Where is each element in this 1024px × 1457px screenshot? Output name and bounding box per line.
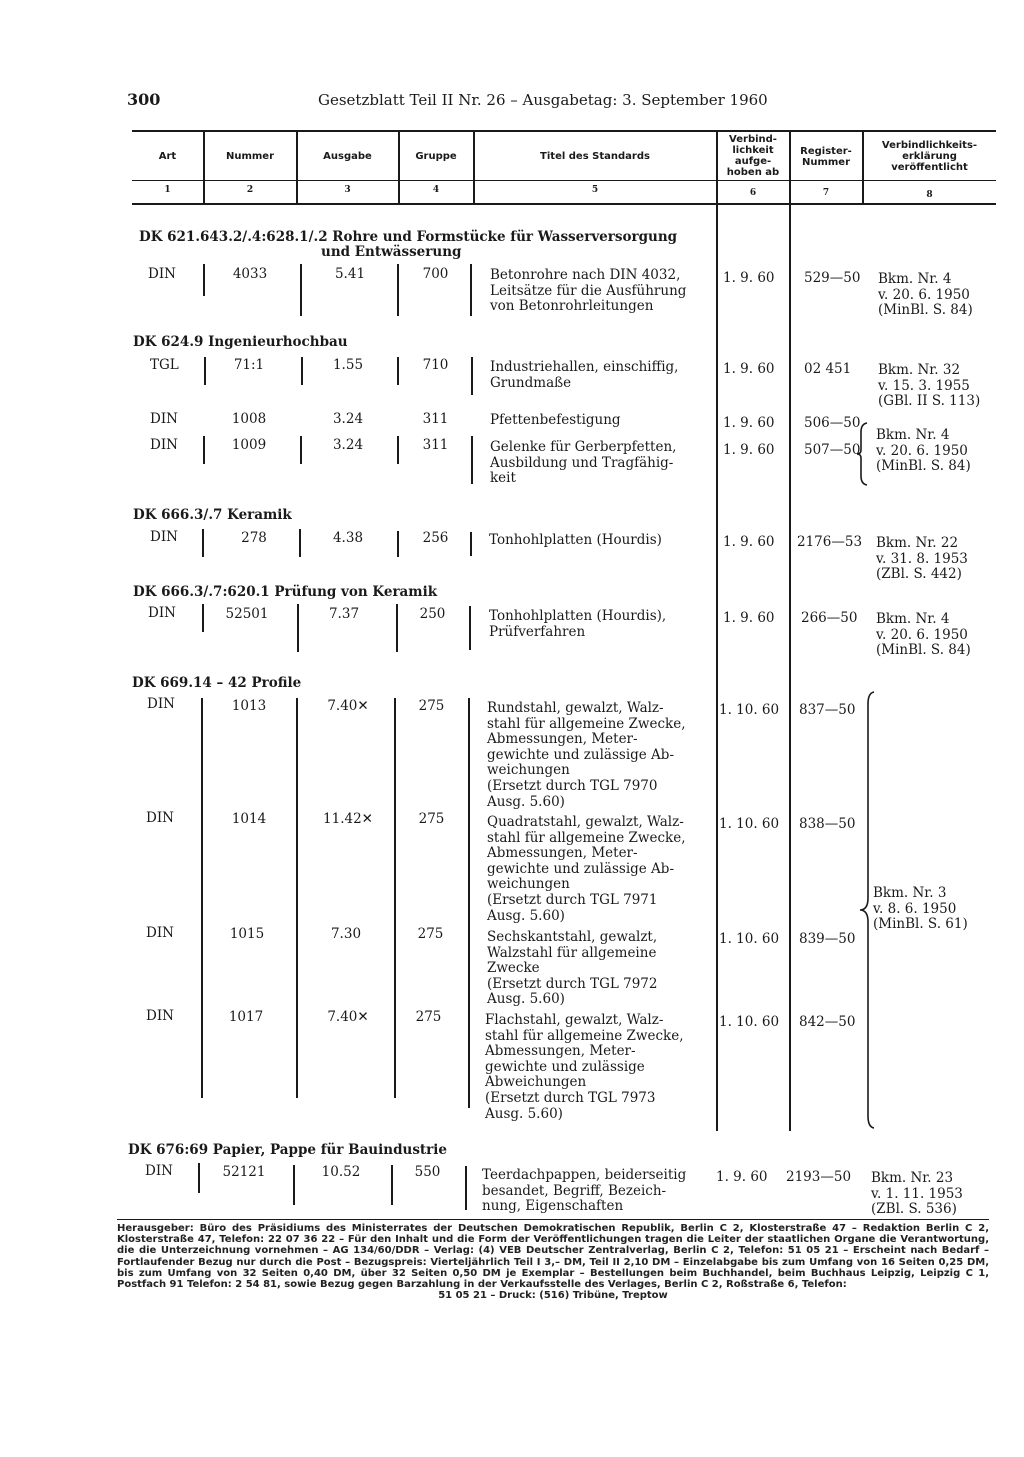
- cell-register: 266—50: [801, 610, 858, 626]
- col-header-ausgabe: Ausgabe: [323, 151, 372, 162]
- column-rule: [468, 698, 470, 1108]
- col-header-register: Register- Nummer: [800, 146, 852, 168]
- col-number: 5: [591, 185, 599, 195]
- cell-art: DIN: [148, 266, 176, 282]
- cell-gruppe: 550: [414, 1164, 441, 1180]
- col-header-gruppe: Gruppe: [415, 151, 457, 162]
- section-heading: DK 624.9 Ingenieurhochbau: [133, 334, 348, 350]
- cell-gruppe: 275: [417, 926, 444, 942]
- col-header-aufgehoben: Verbind- lichkeit aufge- hoben ab: [726, 134, 780, 178]
- cell-register: 838—50: [799, 816, 856, 832]
- imprint: [117, 1223, 989, 1301]
- col-number: 6: [749, 188, 757, 198]
- col-number: 3: [344, 185, 351, 195]
- col-header-veroeffentlicht: Verbindlichkeits- erklärung veröffentlicht: [881, 140, 978, 173]
- cell-titel: Tonhohlplatten (Hourdis): [489, 532, 662, 548]
- cell-art: DIN: [145, 1163, 173, 1179]
- col-number: 8: [926, 190, 933, 200]
- cell-aufgehoben: 1. 10. 60: [719, 702, 780, 718]
- cell-ausgabe: 1.55: [332, 357, 364, 373]
- col-sep-long: [716, 131, 718, 1131]
- cell-nummer: 278: [241, 530, 267, 546]
- cell-art: DIN: [146, 1008, 174, 1024]
- cell-nummer: 1009: [231, 437, 267, 453]
- section-heading: DK 666.3/.7:620.1 Prüfung von Keramik: [133, 584, 438, 600]
- table-header-bottom-rule: [132, 203, 996, 205]
- cell-art: DIN: [150, 529, 178, 545]
- cell-gruppe: 700: [422, 266, 449, 282]
- cell-register: 2193—50: [786, 1169, 852, 1185]
- cell-nummer: 1017: [228, 1009, 264, 1025]
- table-header-rule: [132, 180, 996, 181]
- cell-titel: Tonhohlplatten (Hourdis), Prüfverfahren: [489, 608, 667, 640]
- cell-titel: Industriehallen, einschiffig, Grundmaße: [490, 359, 679, 391]
- row-separator: [297, 604, 299, 652]
- row-separator: [471, 436, 473, 484]
- col-sep-long: [789, 131, 791, 1131]
- cell-register: 529—50: [804, 270, 861, 286]
- row-separator: [198, 1163, 200, 1193]
- cell-nummer: 1015: [229, 926, 265, 942]
- row-separator: [396, 604, 398, 652]
- section-heading: DK 666.3/.7 Keramik: [133, 507, 292, 523]
- row-separator: [203, 264, 205, 296]
- cell-art: DIN: [150, 437, 178, 453]
- cell-ausgabe: 5.41: [334, 266, 366, 282]
- section-heading: DK 621.643.2/.4:628.1/.2 Rohre und Formstücke für Wasserversorgung: [139, 229, 678, 245]
- table-top-rule: [132, 130, 996, 132]
- section-heading: DK 669.14 – 42 Profile: [132, 675, 302, 691]
- cell-art: DIN: [146, 810, 174, 826]
- cell-ausgabe: 3.24: [332, 411, 364, 427]
- cell-gruppe: 275: [415, 1009, 442, 1025]
- cell-register: 506—50: [804, 415, 861, 431]
- cell-ausgabe: 7.40✕: [327, 1009, 369, 1025]
- cell-aufgehoben: 1. 10. 60: [719, 1014, 780, 1030]
- cell-nummer: 1014: [231, 811, 267, 827]
- column-rule: [201, 698, 203, 1098]
- cell-aufgehoben: 1. 9. 60: [723, 270, 775, 286]
- cell-aufgehoben: 1. 9. 60: [723, 361, 775, 377]
- row-separator: [397, 357, 399, 385]
- cell-ausgabe: 7.40✕: [327, 698, 369, 714]
- cell-gruppe: 250: [419, 606, 446, 622]
- cell-gruppe: 256: [422, 530, 449, 546]
- col-header-titel: Titel des Standards: [540, 151, 650, 162]
- cell-register: 837—50: [799, 702, 856, 718]
- cell-ausgabe: 11.42✕: [323, 811, 373, 827]
- cell-titel: Pfettenbefestigung: [490, 412, 621, 428]
- cell-art: TGL: [150, 357, 179, 373]
- row-separator: [397, 531, 399, 557]
- cell-ausgabe: 7.30: [330, 926, 362, 942]
- cell-register: 02 451: [804, 361, 852, 377]
- cell-titel: Rundstahl, gewalzt, Walz- stahl für allgemeine Zwecke, Abmessungen, Meter- gewichte und zulässige Ab- weichungen (Ersetzt durch TGL 7970 Ausg. 5.60): [487, 700, 686, 810]
- row-separator: [469, 606, 471, 650]
- col-header-art: Art: [158, 151, 177, 162]
- col-number: 4: [432, 185, 440, 195]
- cell-nummer: 4033: [232, 266, 268, 282]
- cell-titel: Teerdachpappen, beiderseitig besandet, Begriff, Bezeich- nung, Eigenschaften: [482, 1167, 687, 1215]
- brace-icon: [857, 422, 869, 486]
- cell-nummer: 52501: [225, 606, 269, 622]
- row-separator: [299, 529, 301, 557]
- cell-veroeffentlicht: Bkm. Nr. 3 v. 8. 6. 1950 (MinBl. S. 61): [873, 885, 968, 933]
- row-separator: [301, 357, 303, 385]
- cell-nummer: 52121: [222, 1164, 266, 1180]
- cell-register: 842—50: [799, 1014, 856, 1030]
- cell-register: 507—50: [804, 442, 861, 458]
- row-separator: [293, 1165, 295, 1205]
- cell-art: DIN: [146, 925, 174, 941]
- row-separator: [300, 264, 302, 316]
- row-separator: [397, 264, 399, 316]
- row-separator: [470, 532, 472, 556]
- cell-veroeffentlicht: Bkm. Nr. 4 v. 20. 6. 1950 (MinBl. S. 84): [876, 611, 971, 659]
- row-separator: [470, 264, 472, 316]
- cell-art: DIN: [147, 696, 175, 712]
- cell-veroeffentlicht: Bkm. Nr. 22 v. 31. 8. 1953 (ZBl. S. 442): [876, 535, 968, 583]
- cell-gruppe: 275: [418, 811, 445, 827]
- page-number: 300: [127, 90, 161, 109]
- cell-gruppe: 311: [422, 437, 449, 453]
- row-separator: [465, 1166, 467, 1210]
- section-heading: DK 676:69 Papier, Pappe für Bauindustrie: [128, 1142, 447, 1158]
- cell-aufgehoben: 1. 10. 60: [719, 931, 780, 947]
- cell-veroeffentlicht: Bkm. Nr. 4 v. 20. 6. 1950 (MinBl. S. 84): [876, 427, 971, 475]
- row-separator: [300, 436, 302, 464]
- cell-aufgehoben: 1. 9. 60: [723, 442, 775, 458]
- cell-nummer: 1008: [231, 411, 267, 427]
- cell-nummer: 71:1: [233, 357, 265, 373]
- cell-register: 839—50: [799, 931, 856, 947]
- imprint-text: Herausgeber: Büro des Präsidiums des Ministerrates der Deutschen Demokratischen Republik, Berlin C 2, Klosterstraße 47 – Redaktion Berlin C 2, Klosterstraße 47, Telefon: 22 07 36 22 – Für den Inhalt und die Form der Veröffentlichungen tragen die Leiter der staatlichen Organe die Verantwortung, die die Unterzeichnung vornehmen – AG 134/60/DDR – Verlag: (4) VEB Deutscher Zentralverlag, Berlin C 2, Telefon: 51 05 21 – Erscheint nach Bedarf – Fortlaufender Bezug nur durch die Post – Bezugspreis: Vierteljährlich Teil I 3,– DM, Teil II 2,10 DM – Einzelabgabe bis zum Umfang von 16 Seiten 0,25 DM, bis zum Umfang von 32 Seiten 0,40 DM, über 32 Seiten 0,50 DM je Exemplar – Bestellungen beim Buchhandel, beim Buchhaus Leipzig, Leipzig C 1, Postfach 91 Telefon: 2 54 81, sowie Bezug gegen Barzahlung in der Verkaufsstelle des Verlages, Berlin C 2, Roßstraße 6, Telefon:: [117, 1223, 989, 1291]
- page-title: Gesetzblatt Teil II Nr. 26 – Ausgabetag: 3. September 1960: [318, 91, 768, 109]
- cell-art: DIN: [150, 411, 178, 427]
- cell-veroeffentlicht: Bkm. Nr. 23 v. 1. 11. 1953 (ZBl. S. 536): [871, 1170, 963, 1218]
- section-heading-cont: und Entwässerung: [321, 244, 462, 260]
- row-separator: [204, 357, 206, 385]
- cell-gruppe: 710: [422, 357, 449, 373]
- col-header-nummer: Nummer: [225, 151, 275, 162]
- cell-titel: Betonrohre nach DIN 4032, Leitsätze für die Ausführung von Betonrohrleitungen: [490, 267, 687, 315]
- cell-titel: Flachstahl, gewalzt, Walz- stahl für allgemeine Zwecke, Abmessungen, Meter- gewichte und zulässige Abweichungen (Ersetzt durch TGL 7973 Ausg. 5.60): [485, 1012, 684, 1122]
- row-separator: [203, 436, 205, 464]
- row-separator: [202, 529, 204, 557]
- cell-titel: Sechskantstahl, gewalzt, Walzstahl für allgemeine Zwecke (Ersetzt durch TGL 7972 Ausg. 5.60): [487, 929, 658, 1008]
- column-rule: [296, 698, 298, 1098]
- col-number: 1: [164, 185, 171, 195]
- cell-aufgehoben: 1. 9. 60: [716, 1169, 768, 1185]
- row-separator: [397, 436, 399, 464]
- cell-nummer: 1013: [231, 698, 267, 714]
- cell-gruppe: 311: [422, 411, 449, 427]
- col-number: 7: [822, 188, 830, 198]
- cell-ausgabe: 3.24: [332, 437, 364, 453]
- row-separator: [202, 604, 204, 632]
- cell-gruppe: 275: [418, 698, 445, 714]
- row-separator: [391, 1165, 393, 1205]
- cell-ausgabe: 4.38: [332, 530, 364, 546]
- cell-art: DIN: [148, 605, 176, 621]
- imprint-last-line: 51 05 21 – Druck: (516) Tribüne, Treptow: [438, 1290, 668, 1302]
- cell-veroeffentlicht: Bkm. Nr. 32 v. 15. 3. 1955 (GBl. II S. 113): [878, 362, 981, 410]
- cell-aufgehoben: 1. 9. 60: [723, 415, 775, 431]
- cell-register: 2176—53: [797, 534, 863, 550]
- column-rule: [394, 698, 396, 1098]
- cell-ausgabe: 10.52: [321, 1164, 361, 1180]
- cell-ausgabe: 7.37: [328, 606, 360, 622]
- cell-aufgehoben: 1. 9. 60: [723, 610, 775, 626]
- cell-titel: Gelenke für Gerberpfetten, Ausbildung und Tragfähig- keit: [490, 439, 677, 487]
- cell-aufgehoben: 1. 10. 60: [719, 816, 780, 832]
- cell-aufgehoben: 1. 9. 60: [723, 534, 775, 550]
- cell-titel: Quadratstahl, gewalzt, Walz- stahl für allgemeine Zwecke, Abmessungen, Meter- gewichte und zulässige Ab- weichungen (Ersetzt durch TGL 7971 Ausg. 5.60): [487, 814, 686, 924]
- footer-rule: [117, 1219, 989, 1220]
- row-separator: [471, 357, 473, 395]
- col-number: 2: [246, 185, 254, 195]
- cell-veroeffentlicht: Bkm. Nr. 4 v. 20. 6. 1950 (MinBl. S. 84): [878, 271, 973, 319]
